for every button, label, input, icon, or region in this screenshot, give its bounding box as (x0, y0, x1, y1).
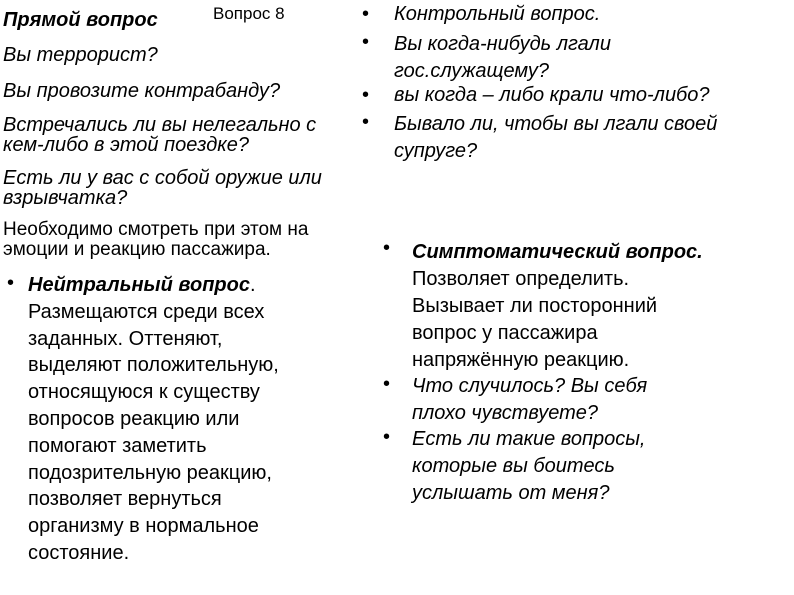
direct-question-3 (3, 115, 316, 155)
symptomatic-question-title: Симптоматический вопрос. (412, 241, 703, 263)
neutral-line: выделяют положительную, (28, 354, 279, 377)
symptomatic-example-2-line: которые вы боитесь (412, 455, 615, 477)
control-question-title: Контрольный вопрос. (394, 3, 601, 25)
symptomatic-desc-line: Вызывает ли посторонний (412, 295, 658, 317)
symptomatic-example-1-line: плохо чувствуете? (412, 402, 599, 424)
symptomatic-example-1 (412, 373, 647, 427)
control-question-1 (394, 31, 611, 85)
direct-question-2: Вы провозите контрабанду? (3, 80, 281, 102)
symptomatic-example-2-line: Есть ли такие вопросы, (412, 428, 646, 450)
neutral-line: Размещаются среди всех (28, 300, 265, 323)
neutral-question-title: Нейтральный вопрос (28, 274, 250, 296)
neutral-line: позволяет вернуться (28, 488, 222, 511)
symptomatic-desc-line: напряжённую реакцию. (412, 349, 630, 371)
control-bullet-3: • (362, 84, 370, 106)
neutral-line: заданных. Оттеняют, (28, 327, 223, 350)
direct-question-note (3, 220, 308, 260)
symptomatic-example-2 (412, 426, 646, 507)
direct-question-4 (3, 168, 322, 208)
symptomatic-desc-line: Позволяет определить. (412, 268, 630, 290)
symptomatic-bullet-3: • (383, 426, 391, 448)
neutral-question-title-period: . (249, 274, 256, 296)
neutral-line: относящуюся к существу (28, 381, 260, 404)
direct-question-note-line-2: эмоции и реакцию пассажира. (3, 239, 271, 260)
slide-number: Вопрос 8 (213, 4, 285, 23)
neutral-line: подозрительную реакцию, (28, 461, 272, 484)
direct-question-note-line-1: Необходимо смотреть при этом на (3, 219, 309, 240)
neutral-line: помогают заметить (28, 434, 207, 457)
neutral-question (28, 272, 279, 567)
neutral-question-heading (28, 272, 279, 299)
direct-question-3-line-2: кем-либо в этой поездке? (3, 134, 249, 156)
symptomatic-desc-line: вопрос у пассажира (412, 322, 598, 344)
neutral-line: организму в нормальное (28, 515, 259, 538)
neutral-line: вопросов реакцию или (28, 407, 240, 430)
control-bullet-2: • (362, 31, 370, 53)
control-question-3-line-1: Бывало ли, чтобы вы лгали своей (394, 113, 718, 135)
direct-question-title: Прямой вопрос (3, 9, 158, 31)
control-question-3-line-2: супруге? (394, 140, 478, 162)
control-question-2: вы когда – либо крали что-либо? (394, 84, 710, 106)
symptomatic-bullet-2: • (383, 373, 391, 395)
symptomatic-example-2-line: услышать от меня? (412, 482, 610, 504)
symptomatic-question (412, 239, 703, 374)
symptomatic-bullet-1: • (383, 237, 391, 259)
neutral-line: состояние. (28, 541, 130, 564)
direct-question-4-line-1: Есть ли у вас с собой оружие или (3, 167, 322, 189)
direct-question-3-line-1: Встречались ли вы нелегально с (3, 114, 317, 136)
symptomatic-example-1-line: Что случилось? Вы себя (412, 375, 648, 397)
direct-question-1: Вы террорист? (3, 44, 158, 66)
control-bullet-4: • (362, 111, 370, 133)
control-question-1-line-2: гос.служащему? (394, 60, 550, 82)
control-question-1-line-1: Вы когда-нибудь лгали (394, 33, 611, 55)
control-bullet-1: • (362, 3, 370, 25)
control-question-3 (394, 111, 717, 165)
direct-question-4-line-2: взрывчатка? (3, 187, 128, 209)
neutral-bullet: • (7, 272, 15, 294)
